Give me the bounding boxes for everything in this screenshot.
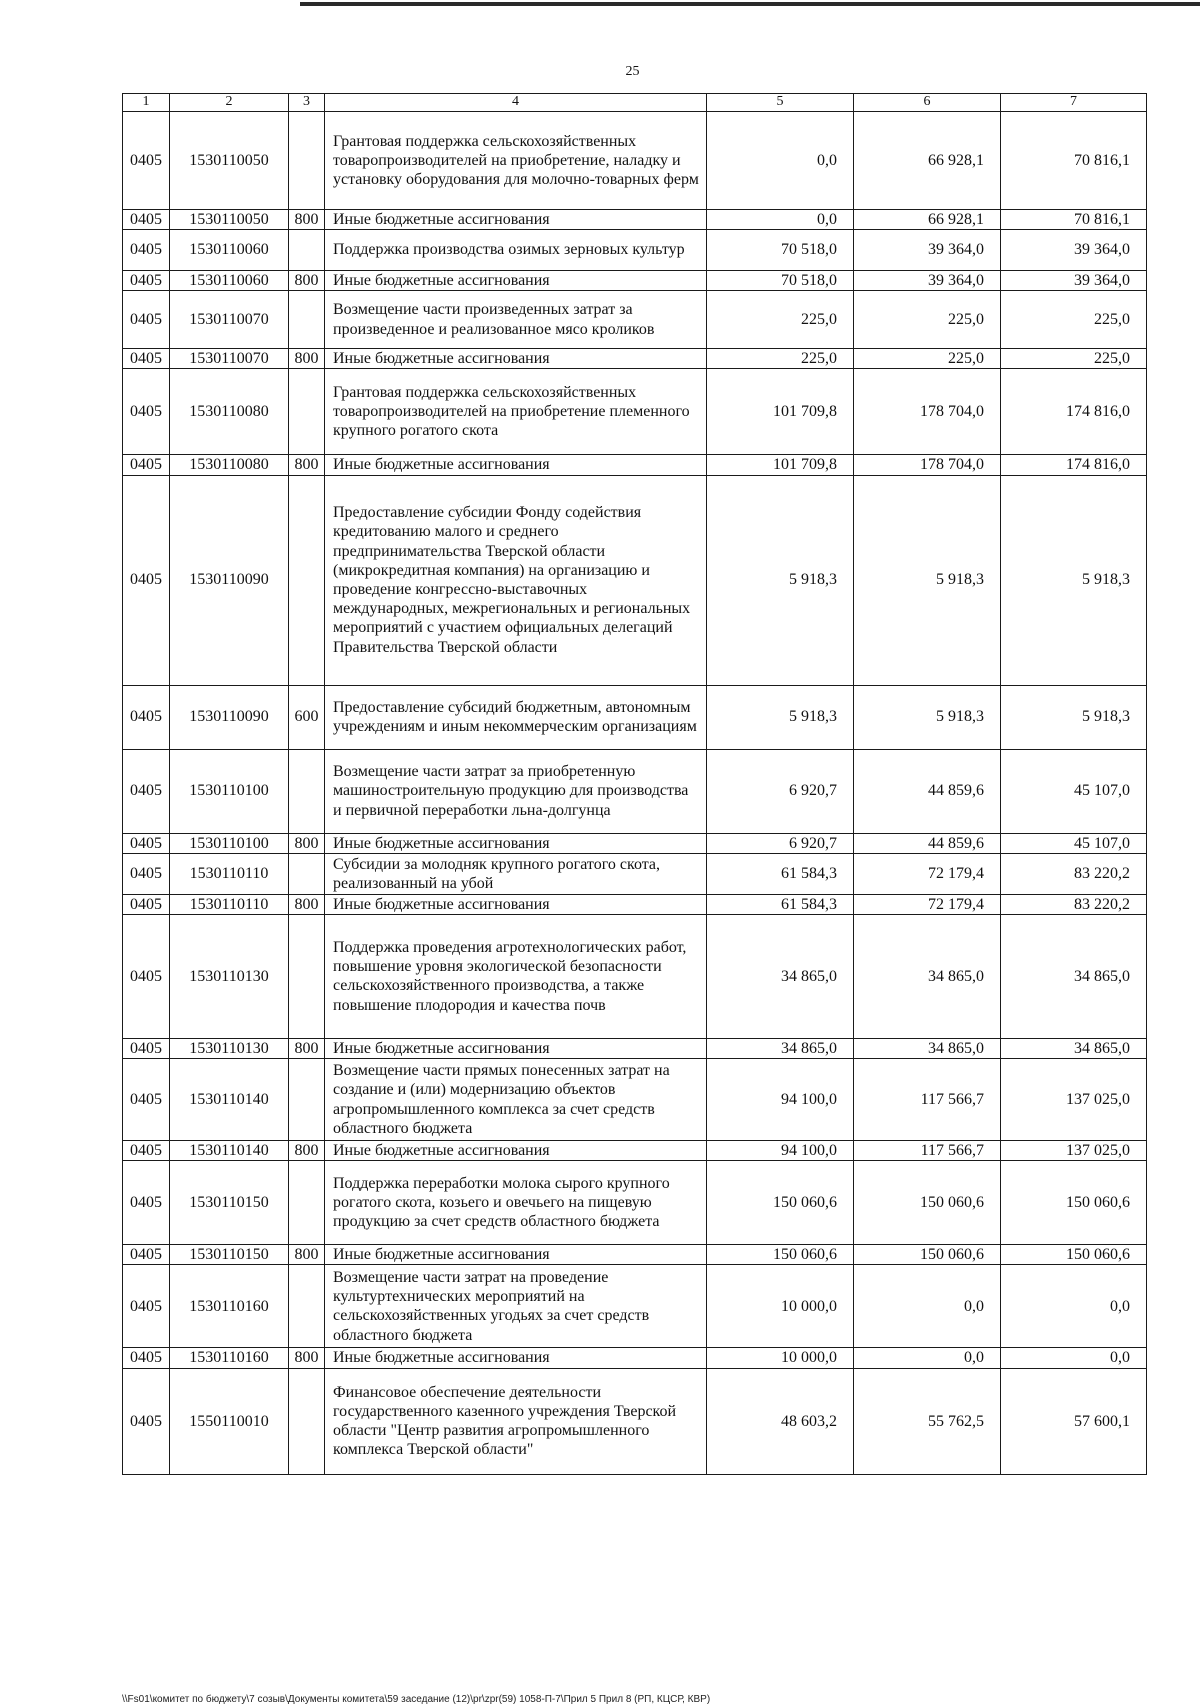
table-row [123,685,1147,749]
cell-target-article: 1530110100 [170,749,289,833]
cell-target-article: 1530110110 [170,894,289,914]
cell-amount-col7: 34 865,0 [1001,914,1147,1038]
header-cell: 7 [1001,94,1147,112]
table-row [123,853,1147,894]
cell-amount-col6: 34 865,0 [854,1038,1001,1058]
cell-description: Иные бюджетные ассигнования [325,1141,707,1161]
cell-amount-col5: 0,0 [707,111,854,209]
cell-expense-type: 800 [289,455,325,475]
table-row [123,894,1147,914]
cell-target-article: 1530110050 [170,111,289,209]
cell-amount-col7: 70 816,1 [1001,111,1147,209]
cell-amount-col5: 94 100,0 [707,1141,854,1161]
table-row [123,1348,1147,1368]
cell-target-article: 1530110140 [170,1141,289,1161]
cell-section-code: 0405 [123,1245,170,1265]
cell-amount-col7: 5 918,3 [1001,475,1147,685]
cell-amount-col5: 70 518,0 [707,270,854,290]
cell-description: Иные бюджетные ассигнования [325,270,707,290]
cell-amount-col6: 117 566,7 [854,1141,1001,1161]
cell-description: Возмещение части затрат за приобретенную машиностроительную продукцию для производства и первичной переработки льна-долгунца [325,749,707,833]
cell-description: Иные бюджетные ассигнования [325,1245,707,1265]
cell-expense-type [289,111,325,209]
cell-amount-col6: 5 918,3 [854,685,1001,749]
cell-section-code: 0405 [123,1141,170,1161]
cell-amount-col6: 55 762,5 [854,1368,1001,1474]
cell-amount-col7: 83 220,2 [1001,894,1147,914]
cell-section-code: 0405 [123,1368,170,1474]
cell-amount-col5: 150 060,6 [707,1245,854,1265]
header-cell: 5 [707,94,854,112]
cell-description: Предоставление субсидии Фонду содействия кредитованию малого и среднего предпринимательства Тверской области (микрокредитная компания) на организацию и проведение конгрессно-выставочных международных, межрегиональных и региональных мероприятий с участием официальных делегаций Правительства Тверской области [325,475,707,685]
cell-section-code: 0405 [123,349,170,369]
cell-expense-type [289,1265,325,1348]
cell-section-code: 0405 [123,270,170,290]
cell-amount-col7: 34 865,0 [1001,1038,1147,1058]
cell-expense-type [289,1368,325,1474]
cell-description: Предоставление субсидий бюджетным, автономным учреждениям и иным некоммерческим организациям [325,685,707,749]
cell-description: Поддержка производства озимых зерновых культур [325,229,707,270]
cell-target-article: 1550110010 [170,1368,289,1474]
cell-amount-col6: 44 859,6 [854,749,1001,833]
cell-amount-col6: 150 060,6 [854,1245,1001,1265]
footer-file-path: \\Fs01\комитет по бюджету\7 созыв\Документы комитета\59 заседание (12)\pr\zpr(59) 1058-П-7\Прил 5 Прил 8 (РП, КЦСР, КВР) [122,1694,711,1705]
header-cell: 1 [123,94,170,112]
table-row [123,1245,1147,1265]
cell-description: Субсидии за молодняк крупного рогатого скота, реализованный на убой [325,853,707,894]
cell-amount-col5: 6 920,7 [707,833,854,853]
cell-amount-col7: 45 107,0 [1001,749,1147,833]
cell-target-article: 1530110060 [170,270,289,290]
cell-amount-col7: 0,0 [1001,1348,1147,1368]
cell-amount-col7: 57 600,1 [1001,1368,1147,1474]
cell-target-article: 1530110090 [170,685,289,749]
cell-amount-col6: 34 865,0 [854,914,1001,1038]
cell-target-article: 1530110090 [170,475,289,685]
table-row [123,1059,1147,1141]
cell-description: Возмещение части прямых понесенных затрат на создание и (или) модернизацию объектов агропромышленного комплекса за счет средств областного бюджета [325,1059,707,1141]
cell-section-code: 0405 [123,749,170,833]
cell-target-article: 1530110110 [170,853,289,894]
cell-section-code: 0405 [123,1038,170,1058]
cell-amount-col6: 72 179,4 [854,894,1001,914]
cell-section-code: 0405 [123,1265,170,1348]
cell-target-article: 1530110050 [170,209,289,229]
cell-amount-col7: 70 816,1 [1001,209,1147,229]
cell-amount-col5: 34 865,0 [707,1038,854,1058]
cell-amount-col7: 174 816,0 [1001,455,1147,475]
top-rule [300,2,1200,6]
cell-amount-col6: 39 364,0 [854,270,1001,290]
cell-description: Иные бюджетные ассигнования [325,833,707,853]
cell-amount-col7: 137 025,0 [1001,1141,1147,1161]
cell-description: Возмещение части затрат на проведение культуртехнических мероприятий на сельскохозяйственных угодьях за счет средств областного бюджета [325,1265,707,1348]
table-row [123,369,1147,455]
cell-amount-col6: 0,0 [854,1265,1001,1348]
table-row [123,1265,1147,1348]
table-row [123,749,1147,833]
table-row [123,475,1147,685]
cell-expense-type: 800 [289,209,325,229]
cell-expense-type [289,853,325,894]
cell-amount-col5: 61 584,3 [707,894,854,914]
table-row [123,455,1147,475]
cell-target-article: 1530110080 [170,455,289,475]
cell-expense-type: 800 [289,833,325,853]
cell-amount-col6: 44 859,6 [854,833,1001,853]
cell-description: Иные бюджетные ассигнования [325,1038,707,1058]
cell-section-code: 0405 [123,894,170,914]
header-cell: 4 [325,94,707,112]
cell-description: Грантовая поддержка сельскохозяйственных товаропроизводителей на приобретение племенного крупного рогатого скота [325,369,707,455]
cell-expense-type [289,291,325,349]
cell-amount-col7: 5 918,3 [1001,685,1147,749]
table-row [123,1038,1147,1058]
cell-section-code: 0405 [123,1348,170,1368]
cell-amount-col5: 61 584,3 [707,853,854,894]
cell-expense-type [289,369,325,455]
cell-description: Возмещение части произведенных затрат за произведенное и реализованное мясо кроликов [325,291,707,349]
table-row [123,1161,1147,1245]
cell-expense-type: 800 [289,1141,325,1161]
cell-amount-col6: 66 928,1 [854,111,1001,209]
cell-expense-type [289,1059,325,1141]
cell-target-article: 1530110140 [170,1059,289,1141]
cell-amount-col7: 137 025,0 [1001,1059,1147,1141]
cell-amount-col5: 225,0 [707,349,854,369]
page-number: 25 [625,64,640,79]
table-row [123,111,1147,209]
cell-target-article: 1530110150 [170,1161,289,1245]
cell-expense-type: 800 [289,1038,325,1058]
cell-description: Иные бюджетные ассигнования [325,1348,707,1368]
cell-amount-col6: 5 918,3 [854,475,1001,685]
cell-amount-col5: 10 000,0 [707,1348,854,1368]
cell-target-article: 1530110130 [170,1038,289,1058]
cell-description: Иные бюджетные ассигнования [325,455,707,475]
cell-section-code: 0405 [123,455,170,475]
cell-amount-col7: 0,0 [1001,1265,1147,1348]
cell-amount-col6: 150 060,6 [854,1161,1001,1245]
table-row [123,349,1147,369]
cell-amount-col6: 72 179,4 [854,853,1001,894]
cell-expense-type: 600 [289,685,325,749]
cell-target-article: 1530110130 [170,914,289,1038]
cell-amount-col6: 225,0 [854,349,1001,369]
cell-amount-col7: 174 816,0 [1001,369,1147,455]
cell-section-code: 0405 [123,833,170,853]
cell-expense-type: 800 [289,1245,325,1265]
table-row [123,270,1147,290]
cell-expense-type: 800 [289,349,325,369]
cell-expense-type [289,475,325,685]
cell-description: Грантовая поддержка сельскохозяйственных товаропроизводителей на приобретение, наладку и установку оборудования для молочно-товарных ферм [325,111,707,209]
cell-target-article: 1530110070 [170,349,289,369]
cell-section-code: 0405 [123,1059,170,1141]
cell-expense-type: 800 [289,894,325,914]
cell-amount-col6: 225,0 [854,291,1001,349]
cell-amount-col6: 178 704,0 [854,369,1001,455]
cell-amount-col5: 0,0 [707,209,854,229]
cell-amount-col6: 0,0 [854,1348,1001,1368]
cell-section-code: 0405 [123,291,170,349]
cell-section-code: 0405 [123,853,170,894]
cell-amount-col7: 39 364,0 [1001,229,1147,270]
cell-amount-col5: 5 918,3 [707,475,854,685]
table-row [123,914,1147,1038]
cell-amount-col5: 150 060,6 [707,1161,854,1245]
table-row [123,833,1147,853]
cell-description: Финансовое обеспечение деятельности государственного казенного учреждения Тверской области "Центр развития агропромышленного комплекса Тверской области" [325,1368,707,1474]
cell-description: Иные бюджетные ассигнования [325,349,707,369]
cell-amount-col6: 178 704,0 [854,455,1001,475]
cell-amount-col7: 45 107,0 [1001,833,1147,853]
cell-target-article: 1530110150 [170,1245,289,1265]
cell-amount-col6: 117 566,7 [854,1059,1001,1141]
cell-section-code: 0405 [123,229,170,270]
cell-amount-col6: 39 364,0 [854,229,1001,270]
cell-amount-col5: 70 518,0 [707,229,854,270]
cell-target-article: 1530110160 [170,1265,289,1348]
cell-amount-col6: 66 928,1 [854,209,1001,229]
cell-target-article: 1530110060 [170,229,289,270]
cell-amount-col7: 83 220,2 [1001,853,1147,894]
cell-amount-col7: 225,0 [1001,291,1147,349]
cell-amount-col5: 6 920,7 [707,749,854,833]
cell-expense-type [289,749,325,833]
cell-section-code: 0405 [123,111,170,209]
cell-amount-col5: 10 000,0 [707,1265,854,1348]
cell-description: Поддержка переработки молока сырого крупного рогатого скота, козьего и овечьего на пищевую продукцию за счет средств областного бюджета [325,1161,707,1245]
header-row [123,94,1147,112]
cell-section-code: 0405 [123,914,170,1038]
cell-section-code: 0405 [123,369,170,455]
table-row [123,209,1147,229]
table-row [123,229,1147,270]
cell-amount-col5: 94 100,0 [707,1059,854,1141]
table-row [123,291,1147,349]
cell-section-code: 0405 [123,475,170,685]
cell-amount-col5: 5 918,3 [707,685,854,749]
cell-expense-type [289,914,325,1038]
cell-expense-type [289,229,325,270]
header-cell: 6 [854,94,1001,112]
header-cell: 2 [170,94,289,112]
cell-amount-col5: 101 709,8 [707,455,854,475]
cell-amount-col7: 39 364,0 [1001,270,1147,290]
table-row [123,1141,1147,1161]
cell-target-article: 1530110070 [170,291,289,349]
cell-expense-type: 800 [289,1348,325,1368]
cell-amount-col7: 225,0 [1001,349,1147,369]
cell-amount-col5: 48 603,2 [707,1368,854,1474]
cell-section-code: 0405 [123,1161,170,1245]
cell-description: Иные бюджетные ассигнования [325,209,707,229]
cell-amount-col7: 150 060,6 [1001,1161,1147,1245]
cell-expense-type: 800 [289,270,325,290]
cell-target-article: 1530110160 [170,1348,289,1368]
cell-expense-type [289,1161,325,1245]
cell-section-code: 0405 [123,209,170,229]
cell-target-article: 1530110080 [170,369,289,455]
header-cell: 3 [289,94,325,112]
cell-section-code: 0405 [123,685,170,749]
cell-description: Иные бюджетные ассигнования [325,894,707,914]
cell-amount-col7: 150 060,6 [1001,1245,1147,1265]
cell-amount-col5: 101 709,8 [707,369,854,455]
table-row [123,1368,1147,1474]
cell-description: Поддержка проведения агротехнологических работ, повышение уровня экологической безопасности сельскохозяйственного производства, а также повышение плодородия и качества почв [325,914,707,1038]
cell-target-article: 1530110100 [170,833,289,853]
cell-amount-col5: 34 865,0 [707,914,854,1038]
cell-amount-col5: 225,0 [707,291,854,349]
budget-table [122,93,1147,1475]
